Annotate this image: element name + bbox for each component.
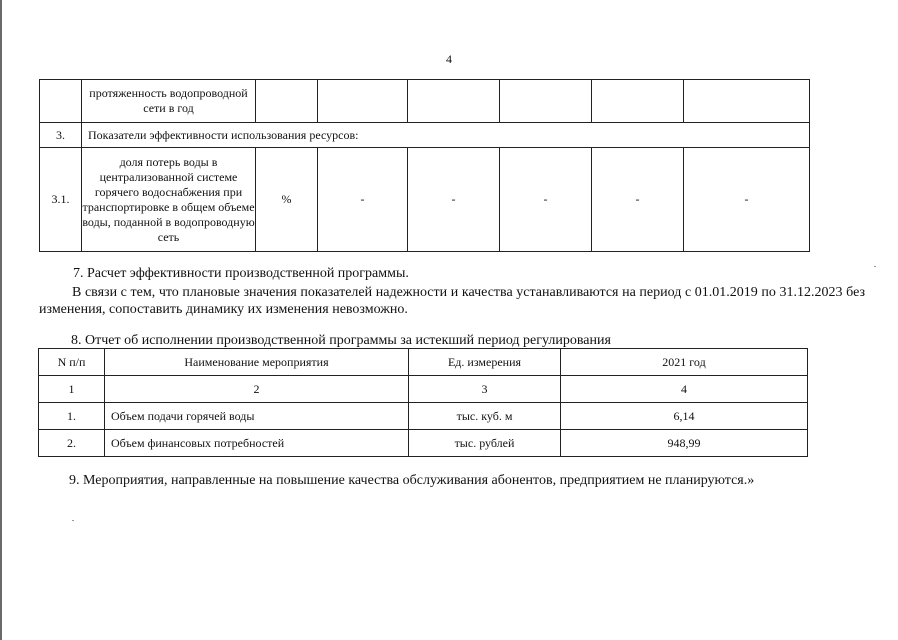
table-index-row — [39, 376, 808, 403]
section-7-text: В связи с тем, что плановые значения показателей надежности и качества устанавливаются на период с 01.01.2019 по 31.12.2023 без изменения, сопоставить динамику их изменения невозможно. — [39, 285, 865, 317]
row-unit: тыс. рублей — [409, 430, 561, 457]
cell-value: - — [408, 148, 500, 252]
row-number: 2. — [39, 430, 105, 457]
column-header: Наименование мероприятия — [105, 349, 409, 376]
execution-report-table — [38, 348, 808, 457]
section-9-text: 9. Мероприятия, направленные на повышение качества обслуживания абонентов, предприятием не планируются.» — [69, 473, 755, 488]
indicators-table — [39, 79, 810, 252]
row-number: 1. — [39, 403, 105, 430]
table-row-section — [40, 123, 810, 148]
row-name: Объем подачи горячей воды — [105, 403, 409, 430]
cell-value — [684, 80, 810, 123]
cell-unit — [256, 80, 318, 123]
cell-number — [40, 80, 82, 123]
column-index: 4 — [561, 376, 808, 403]
cell-value — [318, 80, 408, 123]
scan-speck — [874, 266, 876, 267]
row-value: 6,14 — [561, 403, 808, 430]
cell-value — [592, 80, 684, 123]
scan-left-edge — [0, 0, 2, 640]
column-header: N п/п — [39, 349, 105, 376]
cell-value — [408, 80, 500, 123]
column-index: 2 — [105, 376, 409, 403]
column-index: 3 — [409, 376, 561, 403]
section-7-heading: 7. Расчет эффективности производственной программы. — [73, 266, 409, 281]
cell-value: - — [684, 148, 810, 252]
table-row — [39, 403, 808, 430]
column-header: 2021 год — [561, 349, 808, 376]
table-header-row — [39, 349, 808, 376]
cell-indicator-name: доля потерь воды в централизованной системе горячего водоснабжения при транспортировке в общем объеме воды, поданной в водопроводную сеть — [82, 148, 256, 252]
cell-value: - — [318, 148, 408, 252]
cell-unit: % — [256, 148, 318, 252]
section-8-heading: 8. Отчет об исполнении производственной программы за истекший период регулирования — [71, 333, 611, 348]
cell-number: 3. — [40, 123, 82, 148]
column-header: Ед. измерения — [409, 349, 561, 376]
page-number: 4 — [446, 52, 452, 66]
table-row-length — [40, 80, 810, 123]
row-name: Объем финансовых потребностей — [105, 430, 409, 457]
cell-indicator-name: протяженность водопроводной сети в год — [82, 80, 256, 123]
column-index: 1 — [39, 376, 105, 403]
table-row-losses — [40, 148, 810, 252]
cell-value: - — [500, 148, 592, 252]
row-unit: тыс. куб. м — [409, 403, 561, 430]
cell-value — [500, 80, 592, 123]
table-row — [39, 430, 808, 457]
row-value: 948,99 — [561, 430, 808, 457]
cell-value: - — [592, 148, 684, 252]
section-title-cell: Показатели эффективности использования ресурсов: — [82, 123, 810, 148]
scan-speck — [72, 520, 74, 521]
cell-number: 3.1. — [40, 148, 82, 252]
